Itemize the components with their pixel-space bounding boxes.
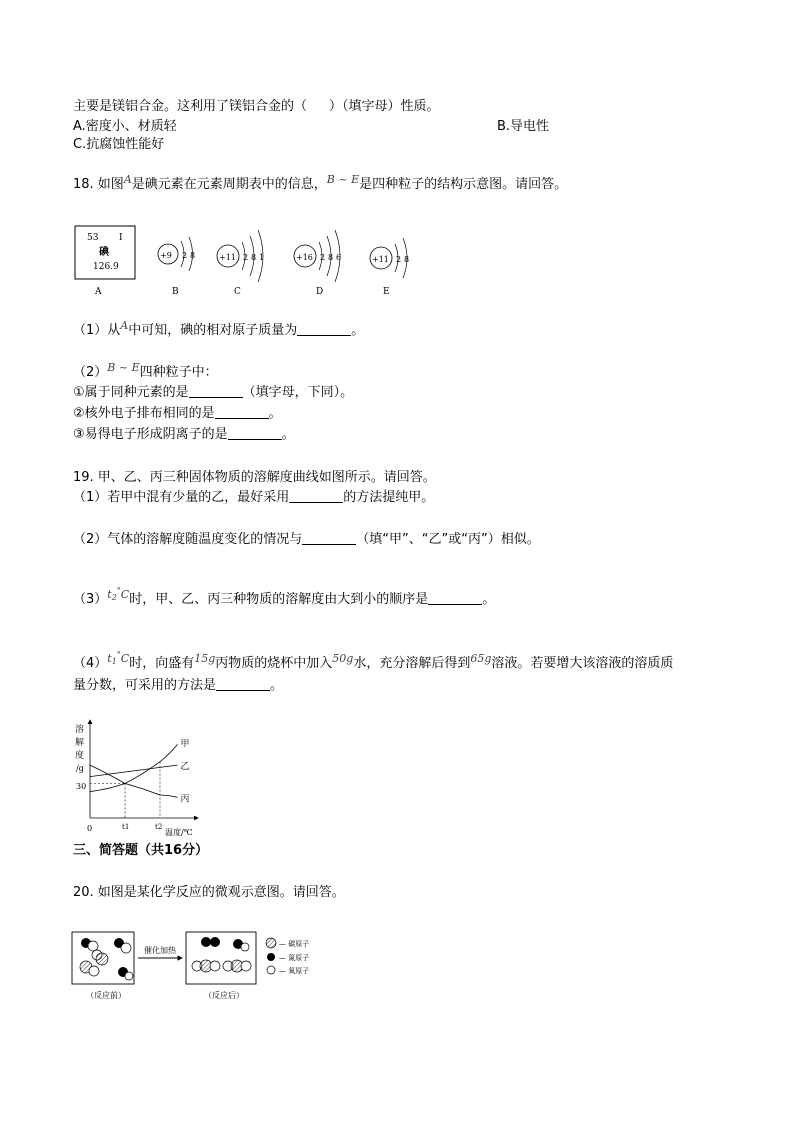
- x-tick-t1: t1: [122, 823, 130, 831]
- answer-blank[interactable]: [297, 323, 351, 336]
- ylabel-char-1: 溶: [75, 725, 85, 735]
- q18-part1: （1）从$^A$中可知，碘的相对原子质量为 。: [73, 319, 365, 338]
- ylabel-char-3: 度: [75, 751, 85, 761]
- answer-blank[interactable]: [189, 385, 243, 398]
- q18-part2-i: ①属于同种元素的是 （填字母，下同）。: [73, 385, 354, 400]
- svg-text:2: 2: [396, 255, 402, 264]
- after-box: [186, 932, 256, 984]
- q19-part1: （1）若甲中混有少量的乙，最好采用 的方法提纯甲。: [73, 490, 435, 505]
- particle-c: [217, 230, 264, 282]
- svg-text:8: 8: [328, 253, 334, 262]
- reaction-figure: [70, 928, 330, 1006]
- legend-carbon: — 碳原子: [279, 940, 310, 948]
- ylabel-char-4: /g: [76, 764, 84, 773]
- element-mass: 126.9: [93, 262, 119, 272]
- after-label: （反应后）: [204, 991, 244, 1000]
- svg-text:+11: +11: [372, 255, 389, 264]
- answer-blank[interactable]: [428, 592, 482, 605]
- answer-blank[interactable]: [289, 490, 343, 503]
- svg-text:1: 1: [259, 253, 265, 262]
- before-label: （反应前）: [86, 991, 126, 1000]
- q18-part2: $(2)^{B \sim E}$四种粒子中：: [73, 361, 218, 380]
- q19-part4: $(4)^{t_1^\circ C}$时，向盛有$^{15g}$丙物质的烧杯中加入$^{50g}$水，充分溶解后得到$^{65g}$溶液。若要增大该溶液的溶质质: [73, 650, 674, 671]
- q17-option-a: A.密度小、材质轻: [73, 119, 177, 134]
- curve-jia: [90, 744, 178, 791]
- answer-blank[interactable]: [216, 678, 270, 691]
- svg-text:+9: +9: [160, 251, 172, 260]
- svg-text:6: 6: [336, 253, 342, 262]
- q19-part4-line2: 量分数，可采用的方法是 。: [73, 678, 284, 693]
- legend-oxygen: — 氧原子: [279, 967, 310, 975]
- series-label-yi: 乙: [180, 762, 190, 773]
- xlabel: 温度/℃: [165, 828, 193, 837]
- curve-yi: [90, 765, 178, 777]
- svg-text:8: 8: [190, 251, 196, 260]
- series-label-jia: 甲: [180, 739, 190, 750]
- particle-d: [294, 230, 341, 282]
- solubility-chart: [70, 718, 210, 840]
- q17-option-c: C.抗腐蚀性能好: [73, 137, 165, 152]
- element-number: 53: [87, 233, 99, 243]
- after-molecules: [192, 937, 251, 972]
- label-b: B: [172, 287, 179, 297]
- particle-e: [370, 238, 409, 278]
- label-c: C: [234, 287, 241, 297]
- label-a: A: [95, 287, 102, 297]
- nitrogen-atom-icon: [267, 953, 275, 961]
- atom-structure-figure: [70, 218, 420, 298]
- svg-text:8: 8: [404, 255, 410, 264]
- svg-text:2: 2: [243, 253, 249, 262]
- q19-part2: （2）气体的溶解度随温度变化的情况与 （填“甲”、“乙”或“丙”）相似。: [73, 532, 540, 547]
- curve-bing: [90, 765, 178, 797]
- q18-part2-iii: ③易得电子形成阴离子的是 。: [73, 427, 295, 442]
- svg-text:2: 2: [182, 251, 188, 260]
- svg-text:+11: +11: [219, 253, 236, 262]
- svg-text:+16: +16: [296, 253, 313, 262]
- catalyst-label: 催化加热: [144, 946, 176, 955]
- answer-blank[interactable]: [302, 532, 356, 545]
- x-tick-t2: t2: [155, 823, 163, 831]
- q17-line1: 主要是镁铝合金。这利用了镁铝合金的（ ）（填字母）性质。: [73, 99, 440, 114]
- y-tick-30: 30: [76, 782, 87, 791]
- q17-option-b: B.导电性: [497, 119, 550, 134]
- answer-blank[interactable]: [228, 427, 282, 440]
- origin-label: 0: [87, 824, 93, 833]
- label-e: E: [383, 287, 390, 297]
- legend-nitrogen: — 氮原子: [279, 954, 310, 962]
- q18-part2-ii: ②核外电子排布相同的是 。: [73, 406, 282, 421]
- oxygen-atom-icon: [267, 966, 275, 974]
- section-title: 三、简答题（共16分）: [73, 843, 209, 858]
- element-symbol: I: [119, 233, 123, 243]
- ylabel-char-2: 解: [75, 738, 85, 748]
- q18-stem: 18. 如图$^A$是碘元素在元素周期表中的信息，$^{B \sim E}$是四种粒子的结构示意图。请回答。: [73, 173, 568, 192]
- answer-blank[interactable]: [215, 406, 269, 419]
- before-molecules: [80, 938, 133, 980]
- carbon-atom-icon: [266, 938, 276, 948]
- particle-b: [158, 237, 195, 271]
- svg-text:8: 8: [251, 253, 257, 262]
- q19-part3: $(3)^{t_2^\circ C}$时，甲、乙、丙三种物质的溶解度由大到小的顺序是 。: [73, 586, 496, 607]
- element-name: 碘: [99, 247, 109, 258]
- svg-text:2: 2: [320, 253, 326, 262]
- q19-stem: 19. 甲、乙、丙三种固体物质的溶解度曲线如图所示。请回答。: [73, 470, 436, 485]
- series-label-bing: 丙: [180, 794, 190, 805]
- label-d: D: [316, 287, 324, 297]
- q20-stem: 20. 如图是某化学反应的微观示意图。请回答。: [73, 885, 345, 900]
